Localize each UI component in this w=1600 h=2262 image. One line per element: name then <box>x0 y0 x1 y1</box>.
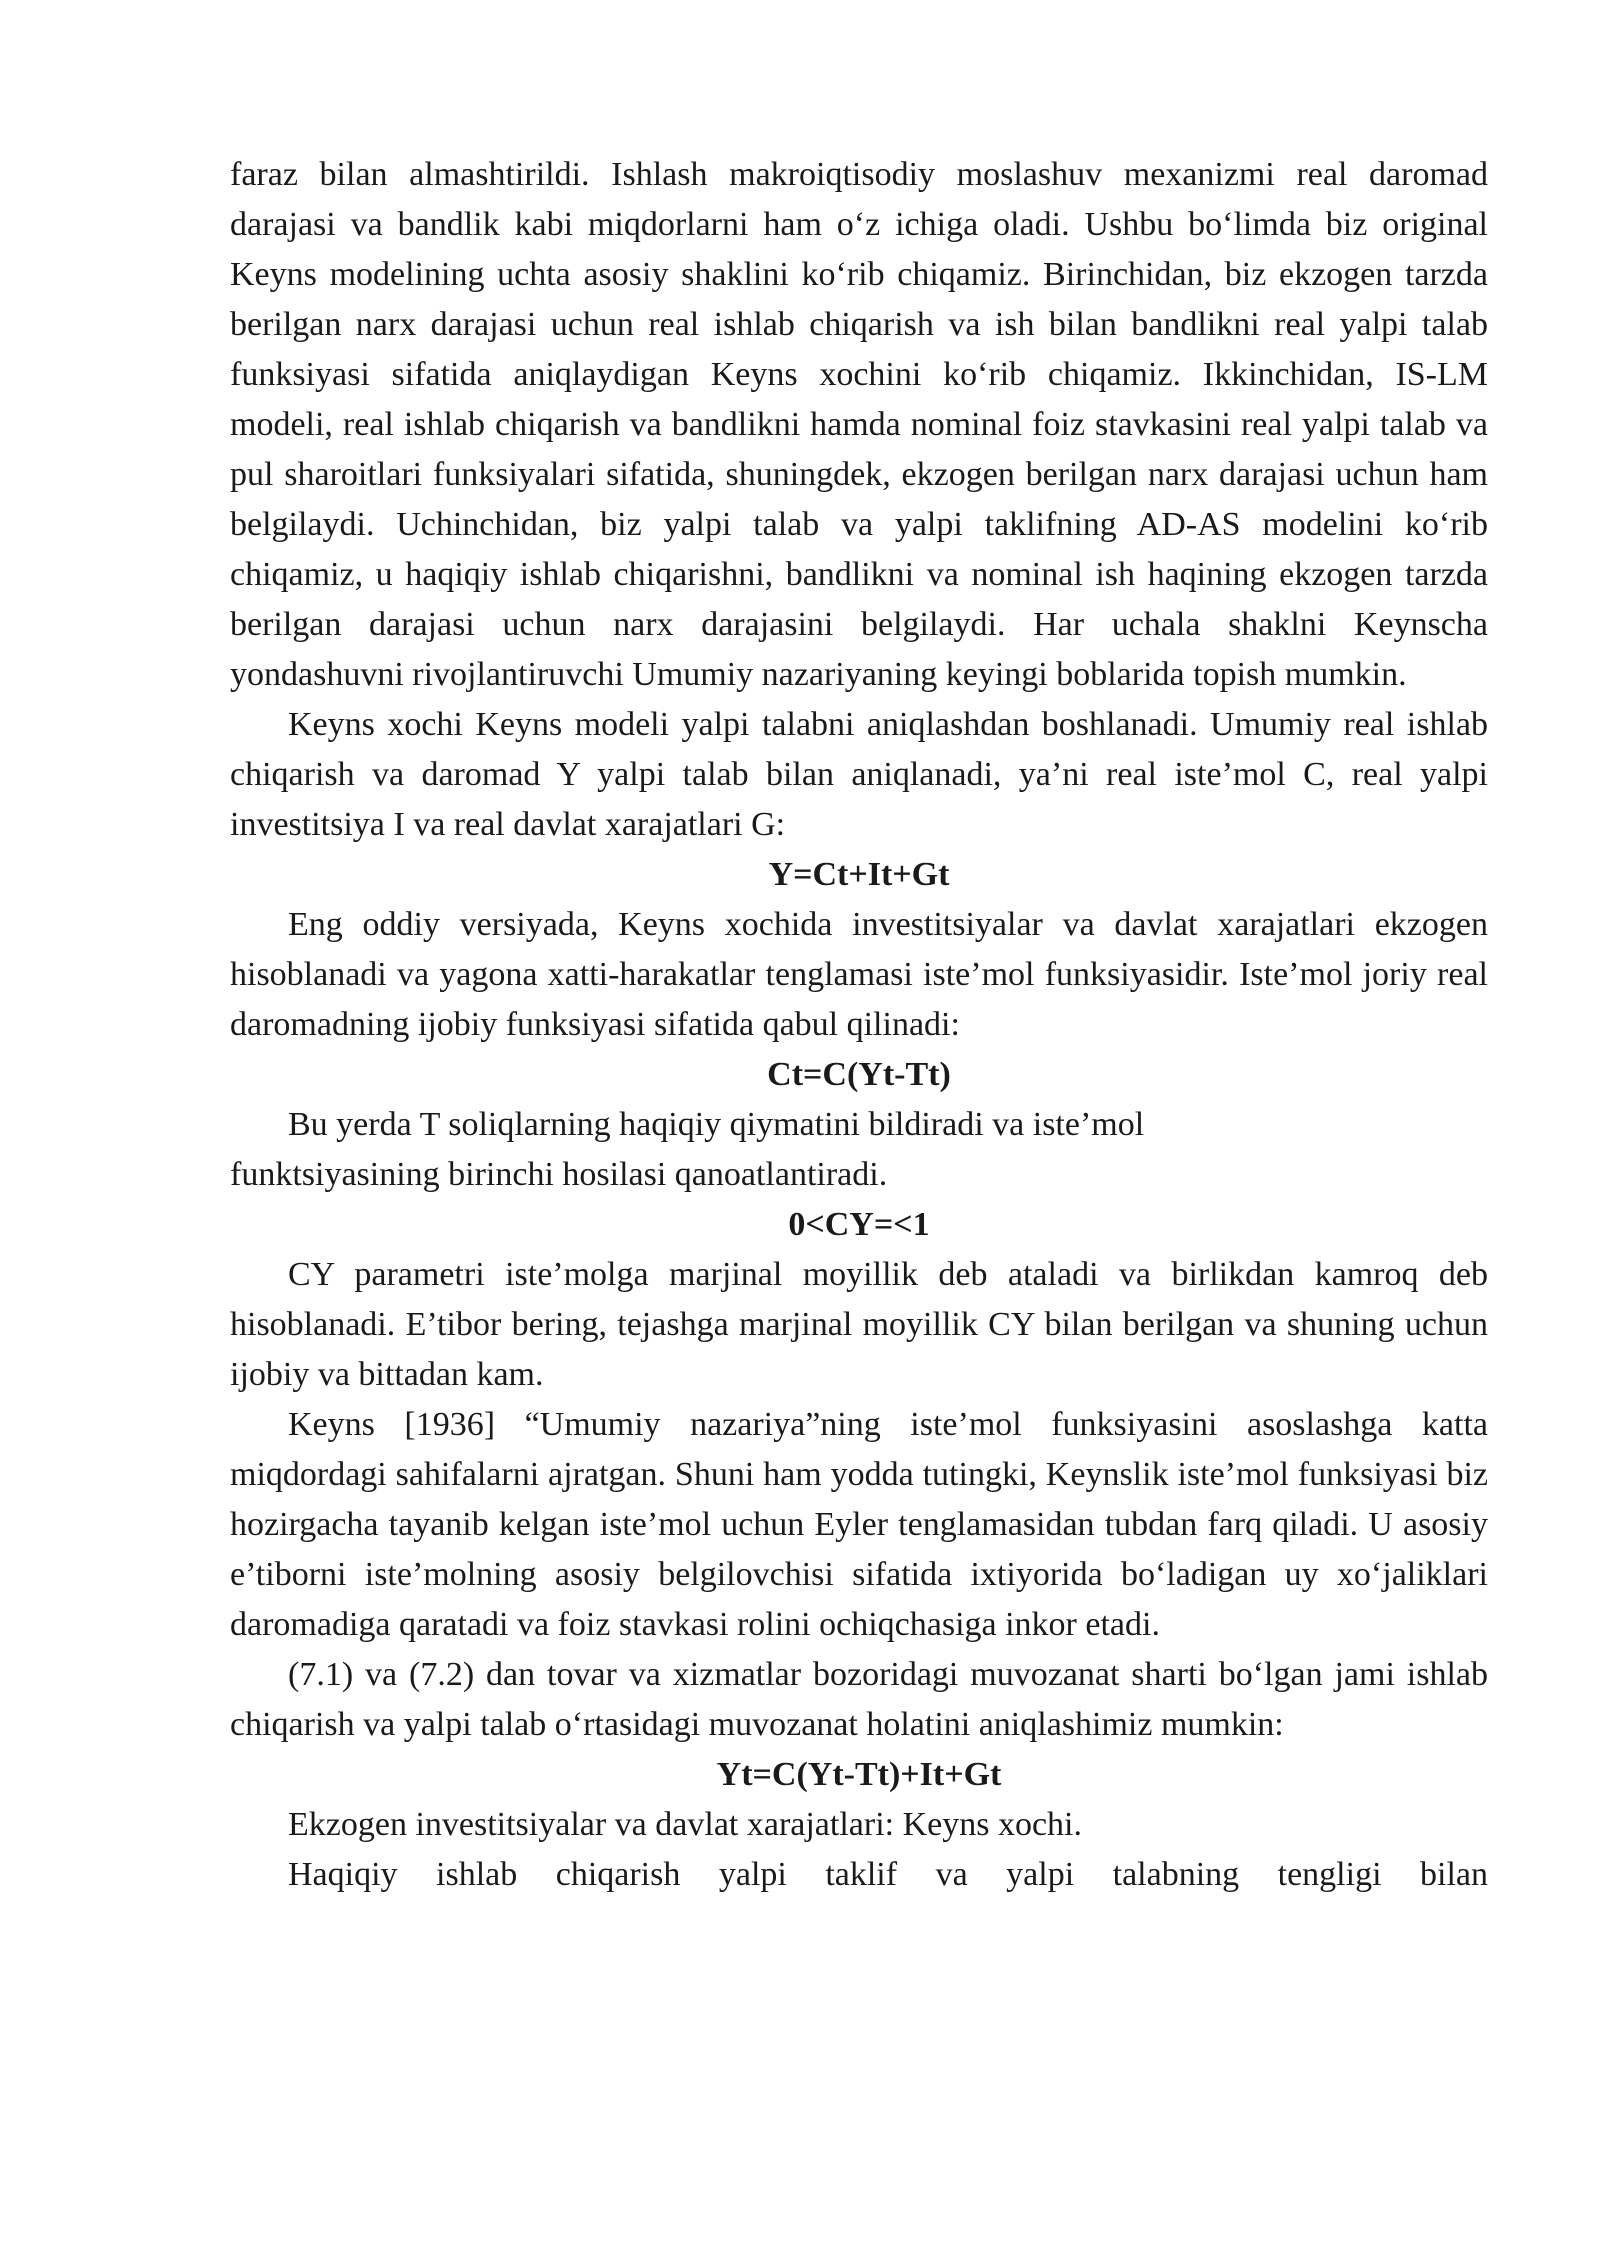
equation-mpc-bounds: 0<CY=<1 <box>788 1206 930 1243</box>
equation-goods-market-equilibrium: Yt=C(Yt-Tt)+It+Gt <box>716 1756 1002 1793</box>
paragraph-taxes-line1: Bu yerda T soliqlarning haqiqiy qiymatini bildiradi va iste’mol <box>288 1106 1145 1143</box>
paragraph-keynes-cross: Keyns xochi Keyns modeli yalpi talabni aniqlashdan boshlanadi. Umumiy real ishlab chiqarish va daromad Y yalpi talab bilan aniqlanadi, ya’ni real iste’mol C, real yalpi investitsiya I va real davlat xarajatlari G: <box>230 706 1488 843</box>
paragraph-exogenous-investment: Ekzogen investitsiyalar va davlat xarajatlari: Keyns xochi. <box>288 1806 1083 1843</box>
document-page <box>230 150 1488 1900</box>
equation-consumption-function: Ct=C(Yt-Tt) <box>767 1056 951 1093</box>
paragraph-simplest-version: Eng oddiy versiyada, Keyns xochida investitsiyalar va davlat xarajatlari ekzogen hisoblanadi va yagona xatti-harakatlar tenglamasi iste’mol funksiyasidir. Iste’mol joriy real daromadning ijobiy funksiyasi sifatida qabul qilinadi: <box>230 906 1488 1043</box>
paragraph-taxes-line2: funktsiyasining birinchi hosilasi qanoatlantiradi. <box>230 1156 888 1193</box>
paragraph-equilibrium: (7.1) va (7.2) dan tovar va xizmatlar bozoridagi muvozanat sharti bo‘lgan jami ishlab chiqarish va yalpi talab o‘rtasidagi muvozanat holatini aniqlashimiz mumkin: <box>230 1656 1488 1743</box>
paragraph-real-output: Haqiqiy ishlab chiqarish yalpi taklif va yalpi talabning tengligi bilan <box>288 1856 1488 1893</box>
paragraph-intro: faraz bilan almashtirildi. Ishlash makroiqtisodiy moslashuv mexanizmi real daromad darajasi va bandlik kabi miqdorlarni ham o‘z ichiga oladi. Ushbu bo‘limda biz original Keyns modelining uchta asosiy shaklini ko‘rib chiqamiz. Birinchidan, biz ekzogen tarzda berilgan narx darajasi uchun real ishlab chiqarish va ish bilan bandlikni real yalpi talab funksiyasi sifatida aniqlaydigan Keyns xochini ko‘rib chiqamiz. Ikkinchidan, IS-LM modeli, real ishlab chiqarish va bandlikni hamda nominal foiz stavkasini real yalpi talab va pul sharoitlari funksiyalari sifatida, shuningdek, ekzogen berilgan narx darajasi uchun ham belgilaydi. Uchinchidan, biz yalpi talab va yalpi taklifning AD-AS modelini ko‘rib chiqamiz, u haqiqiy ishlab chiqarishni, bandlikni va nominal ish haqining ekzogen tarzda berilgan darajasi uchun narx darajasini belgilaydi. Har uchala shaklni Keynscha yondashuvni rivojlantiruvchi Umumiy nazariyaning keyingi boblarida topish mumkin. <box>230 156 1488 693</box>
equation-aggregate-demand: Y=Ct+It+Gt <box>768 856 950 893</box>
paragraph-general-theory: Keyns [1936] “Umumiy nazariya”ning iste’mol funksiyasini asoslashga katta miqdordagi sahifalarni ajratgan. Shuni ham yodda tutingki, Keynslik iste’mol funksiyasi biz hozirgacha tayanib kelgan iste’mol uchun Eyler tenglamasidan tubdan farq qiladi. U asosiy e’tiborni iste’molning asosiy belgilovchisi sifatida ixtiyorida bo‘ladigan uy xo‘jaliklari daromadiga qaratadi va foiz stavkasi rolini ochiqchasiga inkor etadi. <box>230 1406 1488 1643</box>
paragraph-mpc: CY parametri iste’molga marjinal moyillik deb ataladi va birlikdan kamroq deb hisoblanadi. E’tibor bering, tejashga marjinal moyillik CY bilan berilgan va shuning uchun ijobiy va bittadan kam. <box>230 1256 1488 1393</box>
